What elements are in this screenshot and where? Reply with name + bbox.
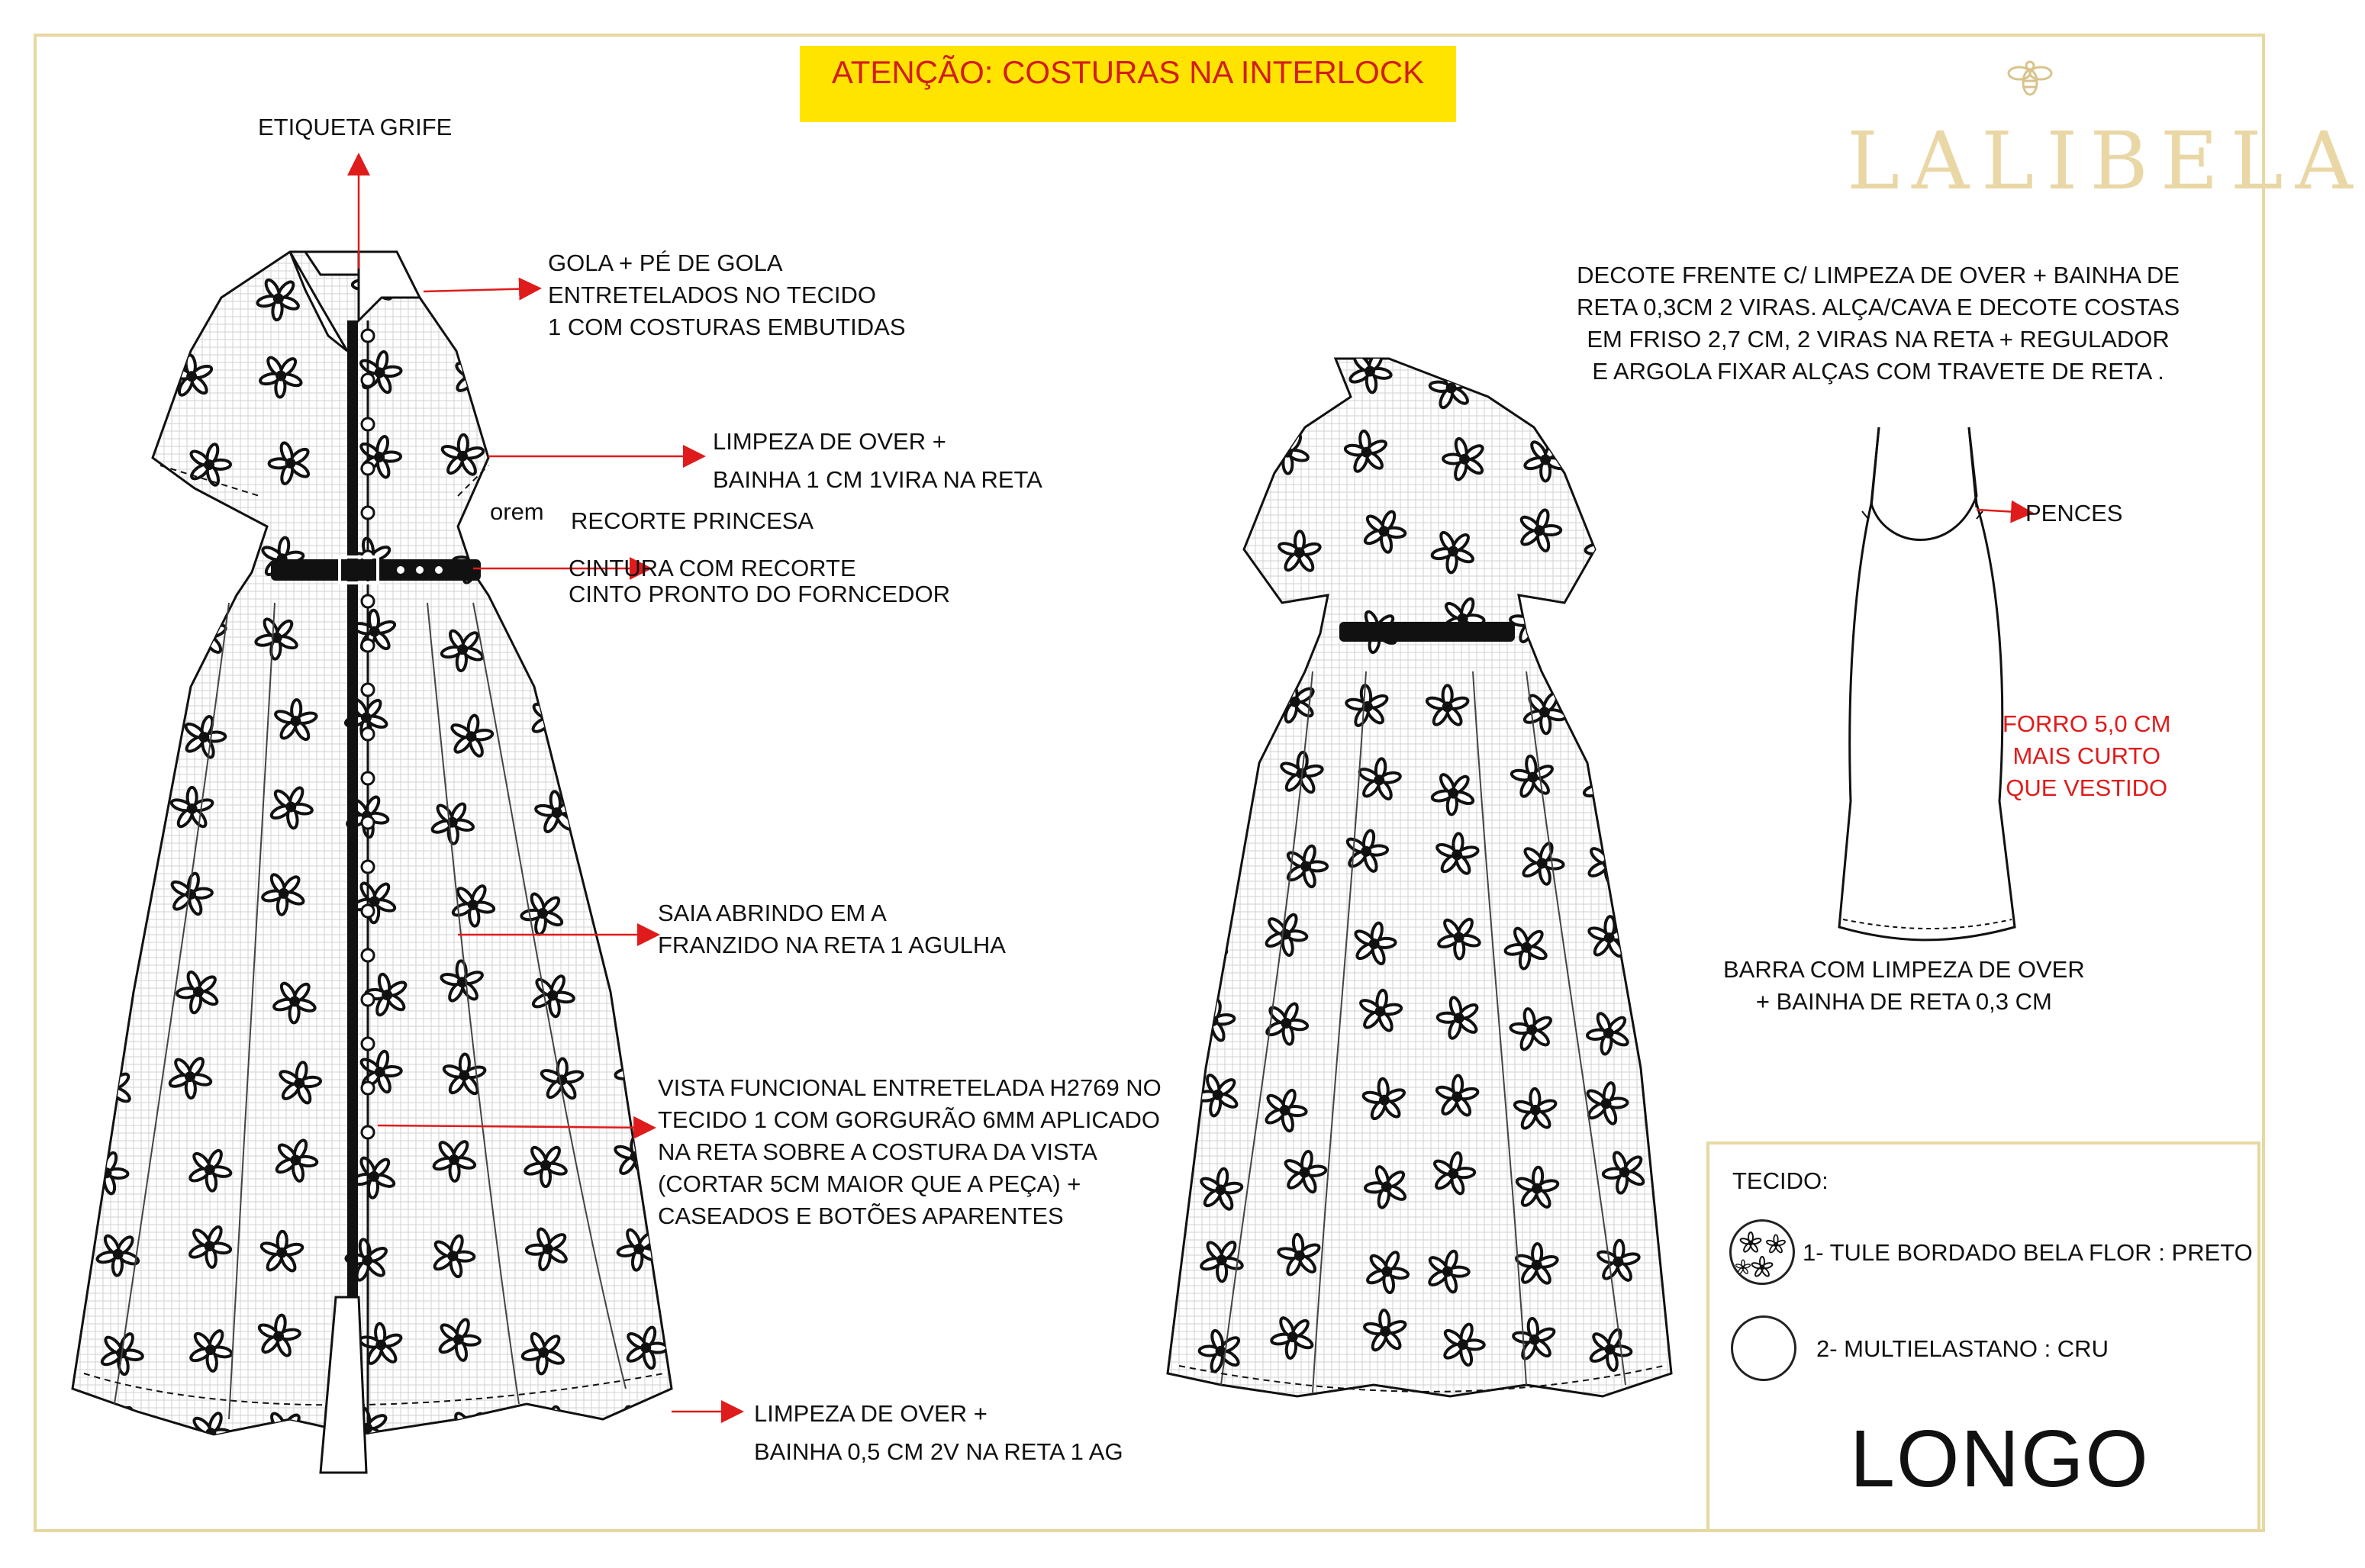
note-saia: SAIA ABRINDO EM A FRANZIDO NA RETA 1 AGULHA <box>658 900 1006 958</box>
front-view-dress <box>72 250 679 1473</box>
note-etiqueta: ETIQUETA GRIFE <box>258 114 453 140</box>
note-gola: GOLA + PÉ DE GOLA ENTRETELADOS NO TECIDO 1 COM COSTURAS EMBUTIDAS <box>548 250 906 340</box>
fabric-item-2-label: 2- MULTIELASTANO : CRU <box>1816 1335 2109 1362</box>
warning-text: ATENÇÃO: COSTURAS NA INTERLOCK <box>831 54 1425 90</box>
note-vista: VISTA FUNCIONAL ENTRETELADA H2769 NO TECIDO 1 COM GORGURÃO 6MM APLICADO NA RETA SOBRE A COSTURA DA VISTA (CORTAR 5CM MAIOR QUE A PEÇA) + CASEADOS E BOTÕES APARENTES <box>658 1074 1162 1229</box>
note-lorem: orem <box>490 498 544 525</box>
length-label: LONGO <box>1850 1414 2150 1504</box>
note-forro: FORRO 5,0 CM MAIS CURTO QUE VESTIDO <box>2003 710 2171 801</box>
brand-logo: LALIBELA <box>1847 114 2365 208</box>
note-cintura: CINTURA COM RECORTE CINTO PRONTO DO FORNCEDOR <box>569 555 951 607</box>
note-barra-forro: BARRA COM LIMPEZA DE OVER + BAINHA DE RETA 0,3 CM <box>1723 956 2085 1015</box>
fabric-title: TECIDO: <box>1732 1167 1829 1194</box>
lining-slip <box>1839 427 2015 940</box>
floral-tulle-swatch-icon <box>1729 1219 1795 1285</box>
fabric-item-1-label: 1- TULE BORDADO BELA FLOR : PRETO <box>1803 1239 2253 1266</box>
note-manga: LIMPEZA DE OVER + BAINHA 1 CM 1VIRA NA RETA <box>713 428 1042 493</box>
note-barra-frente: LIMPEZA DE OVER + BAINHA 0,5 CM 2V NA RETA 1 AG <box>754 1400 1123 1465</box>
note-recorte: RECORTE PRINCESA <box>571 507 814 534</box>
note-decote: DECOTE FRENTE C/ LIMPEZA DE OVER + BAINHA DE RETA 0,3CM 2 VIRAS. ALÇA/CAVA E DECOTE COSTAS EM FRISO 2,7 CM, 2 VIRAS NA RETA + REGULADOR E ARGOLA FIXAR ALÇAS COM TRAVETE DE RETA . <box>1577 262 2180 385</box>
plain-fabric-swatch-icon <box>1731 1315 1796 1381</box>
note-pences: PENCES <box>2025 500 2123 526</box>
back-view-dress <box>1168 342 1671 1396</box>
